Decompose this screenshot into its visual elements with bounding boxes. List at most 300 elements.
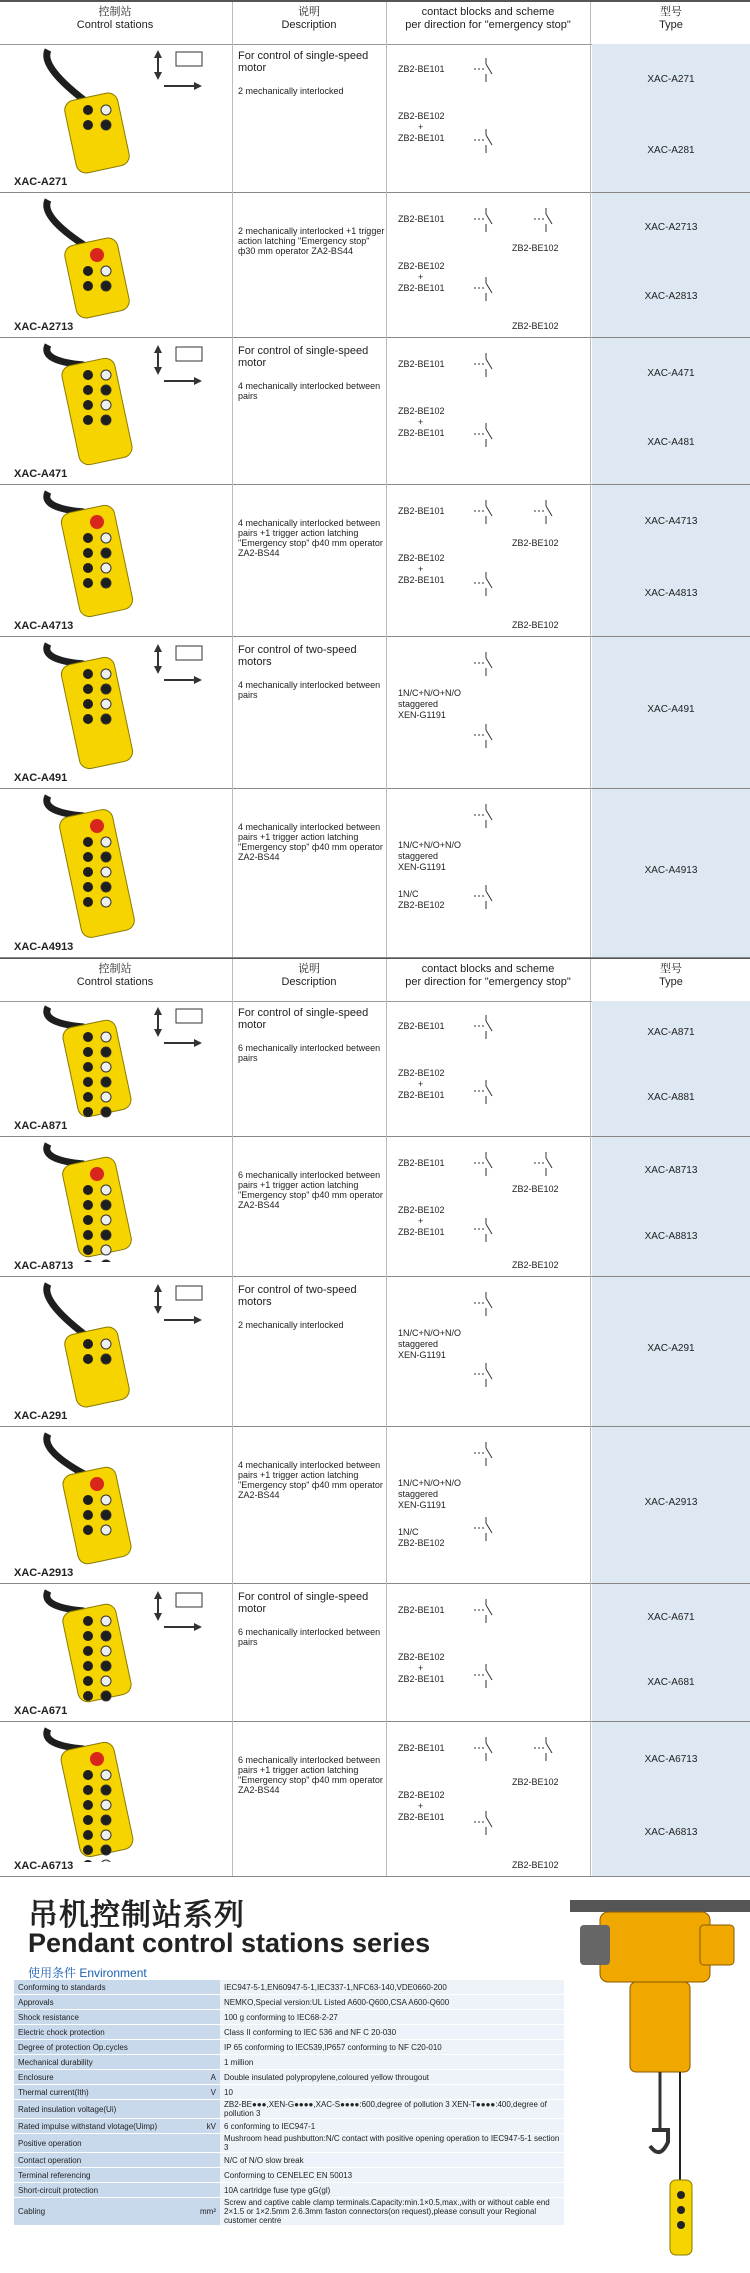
description	[238, 1284, 388, 1330]
spec-key: Mechanical durability	[14, 2055, 192, 2070]
type-code: XAC-A2713	[644, 222, 698, 234]
contact-block-label: staggered	[398, 699, 439, 709]
description-title: For control of single-speed motor	[238, 1007, 369, 1031]
contact-scheme-diagram	[470, 1658, 510, 1692]
description	[238, 1755, 388, 1795]
contact-scheme-diagram	[470, 1074, 510, 1108]
spec-unit	[192, 2100, 220, 2119]
contact-scheme-diagram	[470, 1286, 510, 1320]
product-row	[0, 1583, 750, 1722]
header-line: per direction for "emergency stop"	[405, 19, 571, 31]
column-divider	[232, 999, 233, 1136]
direction-arrows-icon	[150, 343, 220, 389]
spec-value: N/C of N/O slow break	[220, 2153, 564, 2168]
contact-blocks	[398, 1478, 461, 1549]
type-code: XAC-A281	[647, 144, 695, 156]
spec-value: 100 g conforming to IEC68-2-27	[220, 2010, 564, 2025]
pendant-station-image	[30, 46, 150, 178]
spec-unit: A	[192, 2070, 220, 2085]
description-body: 4 mechanically interlocked between pairs +1 trigger action latching "Emergency stop" ф40 mm operator ZA2-BS44	[238, 518, 383, 558]
extra-block-label: ZB2-BE102	[512, 242, 559, 253]
contact-blocks	[398, 1158, 445, 1238]
spec-unit	[192, 2168, 220, 2183]
column-divider	[386, 1721, 387, 1876]
spec-key: Conforming to standards	[14, 1980, 192, 1995]
spec-value: Mushroom head pushbutton:N/C contact with positive opening operation to IEC947-5-1 section 3	[220, 2134, 564, 2153]
contact-block-label: +	[418, 564, 424, 574]
column-divider	[232, 42, 233, 192]
contact-blocks	[398, 1743, 445, 1823]
type-code: XAC-A2813	[644, 290, 698, 302]
column-divider	[232, 484, 233, 636]
contact-block-label: ZB2-BE101	[398, 1090, 445, 1100]
spec-value: 6 conforming to IEC947-1	[220, 2119, 564, 2134]
description	[238, 822, 388, 862]
contact-block-label: ZB2-BE101	[398, 359, 445, 369]
model-label: XAC-A8713	[14, 1260, 74, 1272]
series-title-en: Pendant control stations series	[28, 1928, 431, 1958]
description	[238, 226, 388, 256]
spec-value: Double insulated polypropylene,coloured yellow througout	[220, 2070, 564, 2085]
contact-block-label: +	[418, 1663, 424, 1673]
column-divider	[590, 1583, 591, 1721]
column-divider	[590, 959, 591, 1001]
column-divider	[590, 999, 591, 1136]
description-body: 6 mechanically interlocked between pairs	[238, 1043, 381, 1063]
spec-unit: V	[192, 2085, 220, 2100]
electric-hoist-image	[570, 1880, 750, 2273]
contact-block-label: XEN-G1191	[398, 1350, 446, 1360]
contact-block-label: ZB2-BE101	[398, 506, 445, 516]
spec-unit	[192, 2025, 220, 2040]
spacer	[238, 668, 388, 680]
contact-scheme-diagram	[470, 202, 510, 236]
pendant-station-image	[30, 792, 150, 943]
contact-scheme-diagram	[530, 494, 570, 528]
column-divider	[386, 2, 387, 44]
contact-block-label: XEN-G1191	[398, 862, 446, 872]
contact-block-label: ZB2-BE102	[398, 900, 445, 910]
contact-scheme-diagram	[470, 1212, 510, 1246]
contact-block-label: ZB2-BE101	[398, 64, 445, 74]
contact-block-label: XEN-G1191	[398, 710, 446, 720]
column-divider	[590, 484, 591, 636]
extra-block-label: ZB2-BE102	[512, 1776, 559, 1787]
spacer	[238, 74, 388, 86]
spec-value: Screw and captive cable clamp terminals.Capacity:min.1×0.5,max.,with or without cable end 2×1.5 or 1×2.5mm 2.6.3mm faston connectors(on request),please consult your Regional customer centre	[220, 2198, 564, 2226]
description-body: 2 mechanically interlocked	[238, 1320, 344, 1330]
contact-scheme-diagram	[530, 1146, 570, 1180]
contact-blocks	[398, 840, 461, 911]
header-line: contact blocks and scheme	[421, 963, 555, 975]
product-row	[0, 484, 750, 637]
spec-unit	[192, 2183, 220, 2198]
pendant-station-image	[30, 1587, 150, 1707]
type-code: XAC-A291	[647, 1343, 695, 1354]
contact-scheme-diagram	[470, 646, 510, 680]
spec-unit	[192, 2134, 220, 2153]
header-cn: 控制站	[98, 6, 132, 18]
column-divider	[232, 337, 233, 484]
type-code: XAC-A671	[647, 1611, 695, 1623]
spec-key: Enclosure	[14, 2070, 192, 2085]
column-divider	[590, 788, 591, 957]
spec-unit: mm²	[192, 2198, 220, 2226]
series-title-cn: 吊机控制站系列	[28, 1899, 245, 1932]
product-row	[0, 1276, 750, 1427]
product-row	[0, 636, 750, 789]
extra-block-label: ZB2-BE102	[512, 1184, 559, 1194]
contact-block-label: ZB2-BE101	[398, 214, 445, 224]
direction-arrows-icon	[150, 1589, 220, 1635]
product-row	[0, 1721, 750, 1877]
contact-scheme-diagram	[470, 566, 510, 600]
contact-block-label: ZB2-BE102	[398, 1068, 445, 1078]
header-cn: 说明	[298, 6, 320, 18]
column-divider	[590, 337, 591, 484]
contact-blocks	[398, 1605, 445, 1685]
pendant-station-image	[30, 488, 150, 622]
spacer	[238, 1615, 388, 1627]
contact-block-label: 1N/C+N/O+N/O	[398, 840, 462, 850]
type-code: XAC-A491	[647, 704, 695, 715]
type-code: XAC-A881	[647, 1091, 695, 1103]
spec-value: Conforming to CENELEC EN 50013	[220, 2168, 564, 2183]
spec-key: Approvals	[14, 1995, 192, 2010]
header-contact-blocks	[388, 963, 588, 989]
model-label: XAC-A271	[14, 176, 68, 188]
column-divider	[232, 959, 233, 1001]
contact-blocks	[398, 214, 445, 294]
type-code: XAC-A6713	[644, 1753, 698, 1765]
type-code: XAC-A6813	[644, 1827, 698, 1839]
model-label: XAC-A2913	[14, 1567, 74, 1579]
model-label: XAC-A291	[14, 1410, 68, 1422]
contact-scheme-diagram	[470, 1805, 510, 1839]
column-divider	[386, 192, 387, 337]
contact-scheme-diagram	[470, 271, 510, 305]
column-divider	[386, 1426, 387, 1583]
contact-block-label: ZB2-BE102	[398, 406, 445, 416]
product-row	[0, 999, 750, 1137]
description-body: 4 mechanically interlocked between pairs +1 trigger action latching "Emergency stop" ф40 mm operator ZA2-BS44	[238, 1460, 383, 1500]
spec-row	[14, 2198, 564, 2226]
contact-block-label: +	[418, 417, 424, 427]
type-code: XAC-A8813	[644, 1231, 698, 1242]
description	[238, 345, 388, 401]
spec-row	[14, 2100, 564, 2119]
contact-scheme-diagram	[470, 52, 510, 86]
pendant-station-image	[30, 1725, 150, 1862]
environment-label: 使用条件 Environment	[28, 1966, 147, 1980]
spec-unit	[192, 2055, 220, 2070]
pendant-station-image	[30, 1430, 150, 1569]
header-description	[234, 963, 384, 989]
table-header	[0, 0, 750, 45]
model-label: XAC-A491	[14, 772, 68, 784]
contact-scheme-diagram	[470, 1357, 510, 1391]
type-code: XAC-A471	[647, 367, 695, 379]
header-control-stations	[0, 6, 230, 32]
direction-arrows-icon	[150, 642, 220, 688]
column-divider	[590, 636, 591, 788]
contact-block-label: ZB2-BE101	[398, 1605, 445, 1615]
header-en: Description	[281, 976, 337, 988]
header-cn: 型号	[660, 963, 682, 975]
extra-block-label: ZB2-BE102	[512, 1860, 559, 1870]
type-code: XAC-A4813	[644, 588, 698, 599]
contact-scheme-diagram	[470, 1593, 510, 1627]
contact-block-label: ZB2-BE102	[398, 1205, 445, 1215]
contact-block-label: ZB2-BE101	[398, 1812, 445, 1822]
contact-blocks	[398, 1328, 461, 1361]
header-cn: 控制站	[98, 963, 132, 975]
contact-scheme-diagram	[530, 202, 570, 236]
column-divider	[232, 788, 233, 957]
product-row	[0, 1136, 750, 1277]
contact-scheme-diagram	[470, 347, 510, 381]
column-divider	[590, 1136, 591, 1276]
header-description	[234, 6, 384, 32]
column-divider	[386, 959, 387, 1001]
column-divider	[590, 192, 591, 337]
contact-block-label: +	[418, 1216, 424, 1226]
extra-block-label: ZB2-BE102	[512, 538, 559, 548]
column-divider	[232, 1426, 233, 1583]
direction-arrows-icon	[150, 48, 220, 94]
contact-block-label: +	[418, 272, 424, 282]
model-label: XAC-A6713	[14, 1860, 74, 1872]
contact-blocks	[398, 1021, 445, 1101]
header-en: Control stations	[76, 976, 154, 988]
description	[238, 1007, 388, 1063]
spec-value: IEC947-5-1,EN60947-5-1,IEC337-1,NFC63-140,VDE0660-200	[220, 1980, 564, 1995]
product-row	[0, 337, 750, 485]
spec-row	[14, 2040, 564, 2055]
contact-block-label: ZB2-BE102	[398, 111, 445, 121]
contact-blocks	[398, 688, 461, 721]
contact-scheme-diagram	[470, 494, 510, 528]
contact-block-label: ZB2-BE102	[398, 1790, 445, 1800]
model-label: XAC-A2713	[14, 321, 74, 333]
product-row	[0, 788, 750, 958]
column-divider	[232, 1136, 233, 1276]
type-code: XAC-A271	[647, 73, 695, 85]
column-divider	[232, 192, 233, 337]
header-line: contact blocks and scheme	[421, 6, 555, 18]
spec-unit	[192, 2153, 220, 2168]
spec-value: 10A cartridge fuse type gG(gl)	[220, 2183, 564, 2198]
contact-scheme-diagram	[530, 1731, 570, 1765]
contact-blocks	[398, 506, 445, 586]
contact-block-label: ZB2-BE101	[398, 1158, 445, 1168]
contact-block-label: +	[418, 1801, 424, 1811]
spec-value: ZB2-BE●●●,XEN-G●●●●,XAC-S●●●●:600,degree of pollution 3 XEN-T●●●●:400,degree of pollution 3	[220, 2100, 564, 2119]
spec-unit	[192, 1980, 220, 1995]
model-label: XAC-A4913	[14, 941, 74, 953]
spec-row	[14, 2134, 564, 2153]
contact-block-label: ZB2-BE102	[398, 1652, 445, 1662]
spec-key: Shock resistance	[14, 2010, 192, 2025]
spacer	[238, 369, 388, 381]
spec-row	[14, 2153, 564, 2168]
description	[238, 50, 388, 96]
description-title: For control of single-speed motor	[238, 1591, 369, 1615]
description-body: 4 mechanically interlocked between pairs	[238, 680, 381, 700]
contact-block-label: ZB2-BE102	[398, 553, 445, 563]
spec-key: Short-circuit protection	[14, 2183, 192, 2198]
spec-key: Rated impulse withstand vlotage(Uimp)	[14, 2119, 192, 2134]
pendant-station-image	[30, 1280, 150, 1412]
contact-block-label: ZB2-BE101	[398, 1227, 445, 1237]
contact-block-label: +	[418, 1079, 424, 1089]
column-divider	[386, 788, 387, 957]
description-body: 6 mechanically interlocked between pairs +1 trigger action latching "Emergency stop" ф40 mm operator ZA2-BS44	[238, 1755, 383, 1795]
description-title: For control of single-speed motor	[238, 50, 369, 74]
description-title: For control of two-speed motors	[238, 644, 357, 668]
type-code: XAC-A4713	[644, 516, 698, 527]
contact-block-label: ZB2-BE101	[398, 1021, 445, 1031]
contact-scheme-diagram	[470, 417, 510, 451]
spec-value: NEMKO,Special version:UL Listed A600-Q600,CSA A600-Q600	[220, 1995, 564, 2010]
column-divider	[232, 1721, 233, 1876]
spec-value: 10	[220, 2085, 564, 2100]
spec-unit	[192, 1995, 220, 2010]
column-divider	[386, 484, 387, 636]
spec-table	[14, 1980, 564, 2226]
pendant-station-image	[30, 196, 150, 323]
model-label: XAC-A671	[14, 1705, 68, 1717]
spec-row	[14, 2025, 564, 2040]
column-divider	[232, 2, 233, 44]
column-divider	[590, 2, 591, 44]
extra-block-label: ZB2-BE102	[512, 620, 559, 630]
contact-scheme-diagram	[470, 1731, 510, 1765]
description	[238, 644, 388, 700]
description	[238, 1170, 388, 1210]
header-type	[592, 963, 750, 989]
spec-row	[14, 2119, 564, 2134]
contact-block-label: ZB2-BE101	[398, 1674, 445, 1684]
product-row	[0, 42, 750, 193]
description	[238, 1460, 388, 1500]
contact-block-label: staggered	[398, 1339, 439, 1349]
spec-row	[14, 2168, 564, 2183]
contact-block-label: ZB2-BE102	[398, 1538, 445, 1548]
contact-block-label: staggered	[398, 1489, 439, 1499]
type-code: XAC-A8713	[644, 1165, 698, 1176]
spec-unit	[192, 2010, 220, 2025]
extra-block-label: ZB2-BE102	[512, 321, 559, 331]
spec-row	[14, 2183, 564, 2198]
model-label: XAC-A4713	[14, 620, 74, 632]
column-divider	[590, 1426, 591, 1583]
description-title: For control of single-speed motor	[238, 345, 369, 369]
direction-arrows-icon	[150, 1282, 220, 1328]
contact-scheme-diagram	[470, 879, 510, 913]
spec-unit: kV	[192, 2119, 220, 2134]
contact-block-label: +	[418, 122, 424, 132]
description	[238, 1591, 388, 1647]
contact-scheme-diagram	[470, 1436, 510, 1470]
spec-key: Rated insulation voltage(Ui)	[14, 2100, 192, 2119]
spec-key: Electric chock protection	[14, 2025, 192, 2040]
column-divider	[590, 1721, 591, 1876]
column-divider	[590, 42, 591, 192]
contact-block-label: 1N/C+N/O+N/O	[398, 1328, 462, 1338]
spacer	[238, 1308, 388, 1320]
spec-key: Thermal current(Ith)	[14, 2085, 192, 2100]
contact-blocks	[398, 359, 445, 439]
spec-value: Class II conforming to IEC 536 and NF C 20-030	[220, 2025, 564, 2040]
contact-block-label: XEN-G1191	[398, 1500, 446, 1510]
spec-unit	[192, 2040, 220, 2055]
spec-row	[14, 2070, 564, 2085]
contact-scheme-diagram	[470, 123, 510, 157]
spec-row	[14, 2010, 564, 2025]
type-code: XAC-A4913	[644, 864, 698, 876]
type-code: XAC-A871	[647, 1027, 695, 1039]
spec-value: 1 million	[220, 2055, 564, 2070]
contact-block-label: ZB2-BE101	[398, 575, 445, 585]
contact-block-label: ZB2-BE101	[398, 133, 445, 143]
model-label: XAC-A471	[14, 468, 68, 480]
header-en: Description	[281, 19, 337, 31]
header-cn: 说明	[298, 963, 320, 975]
contact-scheme-diagram	[470, 1511, 510, 1545]
spec-key: Cabling	[14, 2198, 192, 2226]
contact-block-label: staggered	[398, 851, 439, 861]
contact-block-label: 1N/C	[398, 1527, 419, 1537]
description-body: 2 mechanically interlocked	[238, 86, 344, 96]
spec-key: Terminal referencing	[14, 2168, 192, 2183]
pendant-station-image	[30, 1140, 150, 1262]
contact-block-label: ZB2-BE101	[398, 1743, 445, 1753]
header-en: Control stations	[76, 19, 154, 31]
type-code: XAC-A2913	[644, 1496, 698, 1508]
header-cn: 型号	[660, 6, 682, 18]
description-body: 4 mechanically interlocked between pairs +1 trigger action latching "Emergency stop" ф40 mm operator ZA2-BS44	[238, 822, 383, 862]
spec-row	[14, 1995, 564, 2010]
spec-row	[14, 2085, 564, 2100]
spec-key: Degree of protection Op.cycles	[14, 2040, 192, 2055]
contact-block-label: ZB2-BE101	[398, 428, 445, 438]
product-row	[0, 1426, 750, 1584]
spacer	[238, 1031, 388, 1043]
description-body: 4 mechanically interlocked between pairs	[238, 381, 381, 401]
contact-block-label: 1N/C	[398, 889, 419, 899]
column-divider	[232, 1583, 233, 1721]
spec-row	[14, 2055, 564, 2070]
spec-row	[14, 1980, 564, 1995]
description-body: 2 mechanically interlocked +1 trigger action latching "Emergency stop" ф30 mm operator ZA2-BS44	[238, 226, 385, 256]
column-divider	[590, 1276, 591, 1426]
header-line: per direction for "emergency stop"	[405, 976, 571, 988]
contact-block-label: 1N/C+N/O+N/O	[398, 688, 462, 698]
contact-block-label: ZB2-BE101	[398, 283, 445, 293]
column-divider	[232, 1276, 233, 1426]
spec-key: Contact operation	[14, 2153, 192, 2168]
spec-key: Positive operation	[14, 2134, 192, 2153]
contact-blocks	[398, 64, 445, 144]
header-type	[592, 6, 750, 32]
extra-block-label: ZB2-BE102	[512, 1260, 559, 1270]
direction-arrows-icon	[150, 1005, 220, 1051]
header-contact-blocks	[388, 6, 588, 32]
pendant-station-image	[30, 640, 150, 774]
type-code: XAC-A481	[647, 437, 695, 449]
type-code: XAC-A681	[647, 1676, 695, 1688]
